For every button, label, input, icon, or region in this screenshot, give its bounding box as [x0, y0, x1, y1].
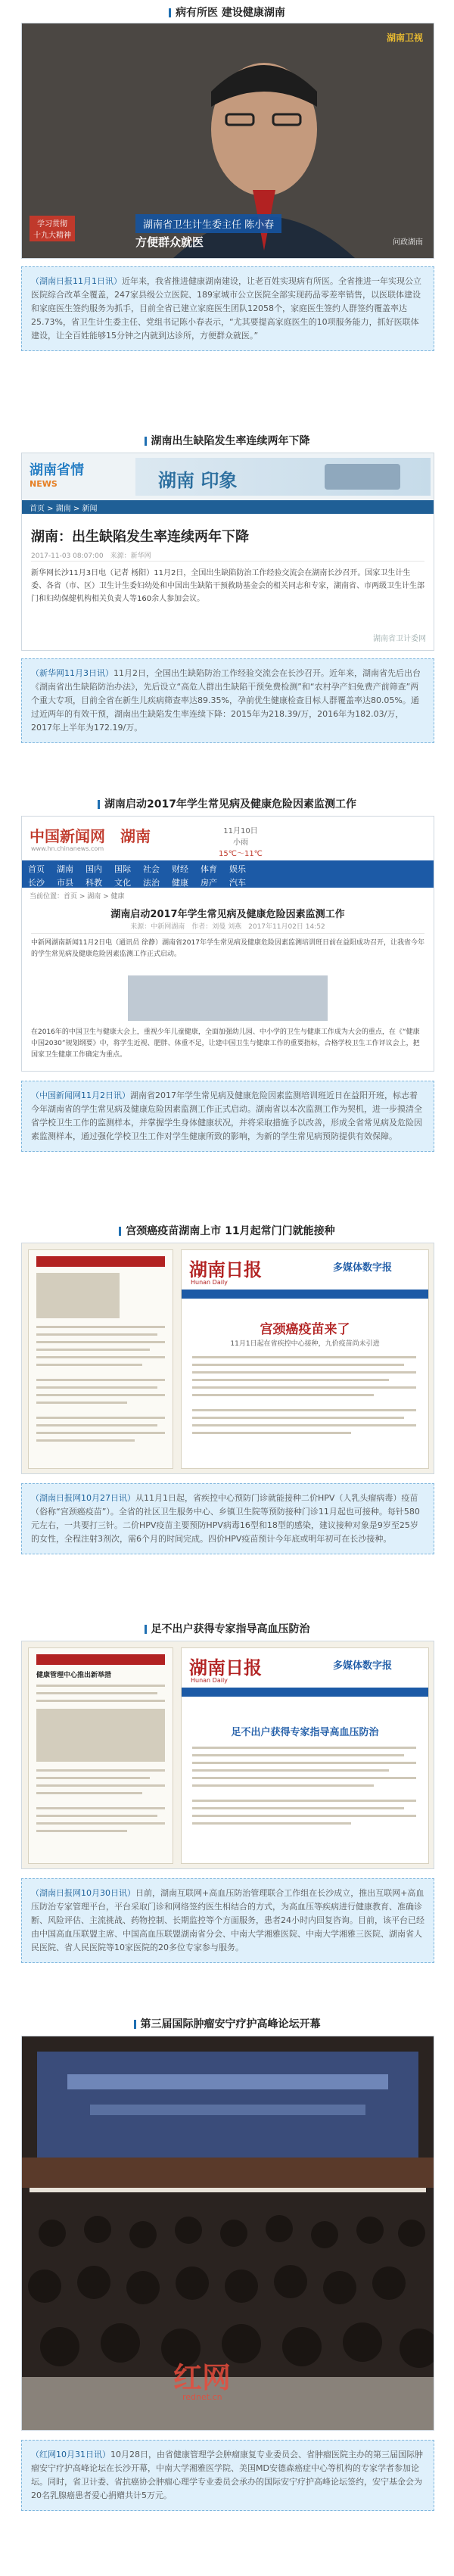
banner-image — [135, 458, 431, 496]
nav-item[interactable]: 房产 — [201, 878, 217, 888]
video-frame[interactable] — [21, 23, 434, 259]
nav-item[interactable]: 社会 — [143, 864, 160, 874]
watermark: 湖南省卫计委网 — [373, 635, 426, 643]
page-photo — [36, 1273, 120, 1318]
site-logo[interactable]: 中国新闻网 — [30, 827, 105, 845]
corner-watermark: 问政湖南 — [393, 238, 423, 247]
article-headline: 湖南：出生缺陷发生率连续两年下降 — [31, 529, 249, 545]
caption-box — [21, 1081, 434, 1152]
title-bar-decoration — [134, 2020, 136, 2029]
breadcrumb[interactable]: 首页 > 湖南 > 新闻 — [30, 505, 98, 513]
article-body: 中新网湖南新闻11月2日电（通讯员 徐静）湖南省2017年学生常见病及健康危险因素监测培训班日前在益阳成功召开，让我省今年的学生常见病及健康危险因素监测工作正式启动。 — [31, 939, 424, 958]
weather-widget: 11月10日 小雨 15℃～11℃ — [219, 827, 263, 858]
red-net-logo: 红网 — [173, 2360, 232, 2394]
paper-slogan: 多媒体数字报 — [333, 1262, 393, 1274]
caption-lead: （湖南日报网10月30日讯） — [31, 1888, 135, 1898]
caption-text: 从11月1日起，省疾控中心预防门诊就能接种二价HPV（人乳头瘤病毒）疫苗（俗称“宫颈癌疫苗”）。全省的社区卫生服务中心、乡镇卫生院等预防接种门诊11月起也可接种。每针580元左右，一共要打三针。二价HPV疫苗主要预防HPV病毒16型和18型的感染，建议接种对象是9岁至25岁的女性，全程注射3剂次，需6个月的时间完成。四价HPV疫苗预计今年底或明年初可在长沙接种。 — [31, 1493, 420, 1544]
nav-item[interactable]: 法治 — [143, 878, 160, 888]
divider — [31, 561, 424, 562]
nav-item[interactable]: 长沙 — [28, 878, 45, 888]
newspaper-article-view — [181, 1647, 429, 1864]
article-meta: 2017-11-03 08:07:00 来源：新华网 — [31, 552, 151, 560]
nav-item[interactable]: 国内 — [86, 864, 102, 874]
paper-slogan: 多媒体数字报 — [333, 1660, 393, 1672]
article-body: 在2016年的中国卫生与健康大会上，重视少年儿童健康，全面加强幼儿园、中小学的卫生与健康工作成为大会的重点，在《“健康中国2030”规划纲要》中，将学生近视、肥胖、体重不足，让建中国卫生与健康工作的重要指标，合格学校卫生工作评议会上，把国家卫生健康工作确定为重点。 — [31, 1028, 420, 1059]
name-banner: 湖南省卫生计生委主任 陈小春 — [135, 214, 281, 233]
nav-item[interactable]: 首页 — [28, 864, 45, 874]
site-region: 湖南 — [120, 827, 151, 845]
article-headline: 足不出户获得专家指导高血压防治 — [231, 1727, 379, 1738]
news-page-frame — [21, 453, 434, 651]
caption-lead: （湖南日报11月1日讯） — [31, 276, 122, 286]
paper-nav — [182, 1290, 428, 1299]
newspaper-page-thumbnail[interactable] — [28, 1249, 173, 1469]
banner-photo — [325, 464, 400, 490]
site-url[interactable]: www.hn.chinanews.com — [31, 845, 104, 852]
caption-lead: （红网10月31日讯） — [31, 2450, 110, 2459]
nav-item[interactable]: 健康 — [172, 878, 188, 888]
caption-text: 11月2日，全国出生缺陷防治工作经验交流会在长沙召开。近年来，湖南省先后出台《湖南省出生缺陷防治办法》，先后设立“高危人群出生缺陷干预免费检测”和“农村孕产妇免费产前筛查”两个重大专项，目前全省在新生儿疾病筛查率达89.35%，孕前优生健康检查目标人群覆盖率达80.05%。通过近两年的有效干预，湖南出生缺陷发生率连续下降：2015年为218.39/万，2016年为182.03/万，2017年上半年为172.19/万。 — [31, 668, 421, 733]
section-title: 湖南出生缺陷发生率连续两年下降 — [0, 433, 454, 448]
article-headline: 湖南启动2017年学生常见病及健康危险因素监测工作 — [110, 909, 345, 920]
video-subtitle: 方便群众就医 — [135, 235, 204, 249]
nav-item[interactable]: 科教 — [86, 878, 102, 888]
nav-item[interactable]: 体育 — [201, 864, 217, 874]
page-masthead — [36, 1256, 165, 1267]
nav-bar — [22, 860, 434, 888]
caption-box — [21, 1878, 434, 1963]
channel-logo: 湖南卫视 — [386, 33, 423, 43]
nav-item[interactable]: 国际 — [114, 864, 131, 874]
caption-box — [21, 266, 434, 351]
caption-box — [21, 658, 434, 743]
title-bar-decoration — [169, 8, 171, 17]
article-body: 新华网长沙11月3日电（记者 杨阳）11月2日，全国出生缺陷防治工作经验交流会在湖南长沙召开。国家卫生计生委、各省（市、区）卫生计生委妇幼处和中国出生缺陷干预救助基金会的相关同志和专家，湖南省、市两级卫生计生部门和妇幼保健机构相关负责人等160余人参加会议。 — [31, 569, 424, 603]
site-logo[interactable]: 湖南省情 — [30, 462, 84, 478]
nav-bar — [22, 500, 434, 514]
nav-items — [28, 862, 429, 889]
section-title: 足不出户获得专家指导高血压防治 — [0, 1621, 454, 1636]
page-masthead — [36, 1654, 165, 1665]
article-meta: 来源：中新网湖南 作者：刘曼 刘燕 2017年11月02日 14:52 — [130, 923, 325, 931]
section-title: 湖南启动2017年学生常见病及健康危险因素监测工作 — [0, 796, 454, 811]
section-title: 宫颈癌疫苗湖南上市 11月起常门门就能接种 — [0, 1223, 454, 1238]
newspaper-frame — [21, 1243, 434, 1474]
red-net-sub: rednet.cn — [182, 2392, 222, 2402]
section-title: 第三届国际肿瘤安宁疗护高峰论坛开幕 — [0, 2016, 454, 2031]
title-bar-decoration — [119, 1227, 121, 1236]
title-bar-decoration — [145, 1625, 147, 1634]
caption-lead: （中国新闻网11月2日讯） — [31, 1090, 130, 1100]
nav-item[interactable]: 市县 — [57, 878, 73, 888]
nav-item[interactable]: 湖南 — [57, 864, 73, 874]
article-subheadline: 11月1日起在省疾控中心接种，九价疫苗尚未引进 — [230, 1340, 380, 1348]
paper-en: Hunan Daily — [191, 1677, 228, 1684]
caption-text: 10月28日，由省健康管理学会肿瘤康复专业委员会、省肿瘤医院主办的第三届国际肿瘤安宁疗护高峰论坛在长沙开幕，中南大学湘雅医学院、美国MD安德森癌症中心等机构的专家学者参加论坛。同时，省卫计委、省抗癌协会肿瘤心理学专业委员会承办的国际安宁疗护高峰论坛签约，安宁基金会为20名乳腺癌患者爱心捐赠共计5万元。 — [31, 2450, 423, 2500]
paper-en: Hunan Daily — [191, 1279, 228, 1286]
nav-item[interactable]: 娱乐 — [229, 864, 246, 874]
nav-item[interactable]: 汽车 — [229, 878, 246, 888]
newspaper-article-view — [181, 1249, 429, 1469]
site-header — [22, 453, 434, 500]
paper-logo[interactable]: 湖南日报 — [189, 1657, 262, 1678]
divider — [31, 933, 424, 934]
nav-item[interactable]: 文化 — [114, 878, 131, 888]
news-page-frame — [21, 816, 434, 1072]
article-headline: 宫颈癌疫苗来了 — [260, 1322, 350, 1337]
caption-box — [21, 1483, 434, 1554]
banner-text: 湖南 印象 — [158, 469, 238, 491]
article-photo — [128, 975, 328, 1021]
page-photo — [36, 1709, 165, 1762]
caption-lead: （新华网11月3日讯） — [31, 668, 114, 678]
study-tag: 学习贯彻 十九大精神 — [30, 216, 75, 241]
caption-text: 湖南省2017年学生常见病及健康危险因素监测培训班近日在益阳开班，标志着今年湖南省的学生常见病及健康危险因素监测工作正式启动。湖南省以本次监测工作为契机，进一步摸清全省学校卫生工作的监测样本，并掌握学生身体健康状况，并将采取措施予以改善，形成全省常见病及危险因素监测样本，通过强化学校卫生工作对学生健康所致的影响，为新的学生常见病预防提供有效保障。 — [31, 1090, 422, 1141]
paper-logo[interactable]: 湖南日报 — [189, 1258, 262, 1280]
paper-nav — [182, 1688, 428, 1697]
newspaper-page-thumbnail[interactable] — [28, 1647, 173, 1864]
title-bar-decoration — [145, 437, 147, 446]
breadcrumb[interactable]: 当前位置：首页 > 湖南 > 健康 — [30, 893, 125, 901]
event-photo — [21, 2036, 434, 2431]
page-left-headline: 健康管理中心推出新举措 — [36, 1672, 112, 1679]
nav-item[interactable]: 财经 — [172, 864, 188, 874]
caption-text: 日前，湖南互联网+高血压防治管理联合工作组在长沙成立，推出互联网+高血压防治专家管理平台，平台采取门诊和网络签约医生相结合的方式，为高血压等疾病进行健康教育、准确诊断、风险评估、主流挑战、药物控制、长期监控等个方面服务，患者24小时内回复咨询。目前，该平台已经由中国高血压联盟主席、中国高血压联盟湖南省分会、中南大学湘雅医院、中南大学湘雅三医院、湖南省人民医院、省人民医院等10家医院的20多位专家参与服务。 — [31, 1888, 424, 1952]
caption-box — [21, 2440, 434, 2511]
title-bar-decoration — [98, 800, 100, 809]
caption-lead: （湖南日报网10月27日讯） — [31, 1493, 135, 1503]
caption-text: 近年来，我省推进健康湖南建设，让老百姓实现病有所医。全省推进一年实现公立医院综合改革全覆盖，247家县级公立医院、189家城市公立医院全部实现药品零差率销售，以医联体建设和家庭医生签约服务为抓手，目前全省已建立家庭医生团队12058个，家庭医生签约人群签约覆盖率达25.73%，省卫生计生委主任、党组书记陈小春表示，“尤其要提高家庭医生的10项服务能力，抓好医联体建设，让全百姓能够15分钟之内就到达诊所，方便群众就医。” — [31, 276, 421, 341]
site-logo-sub: NEWS — [30, 479, 58, 489]
section-title: 病有所医 建设健康湖南 — [0, 5, 454, 20]
newspaper-frame — [21, 1641, 434, 1869]
